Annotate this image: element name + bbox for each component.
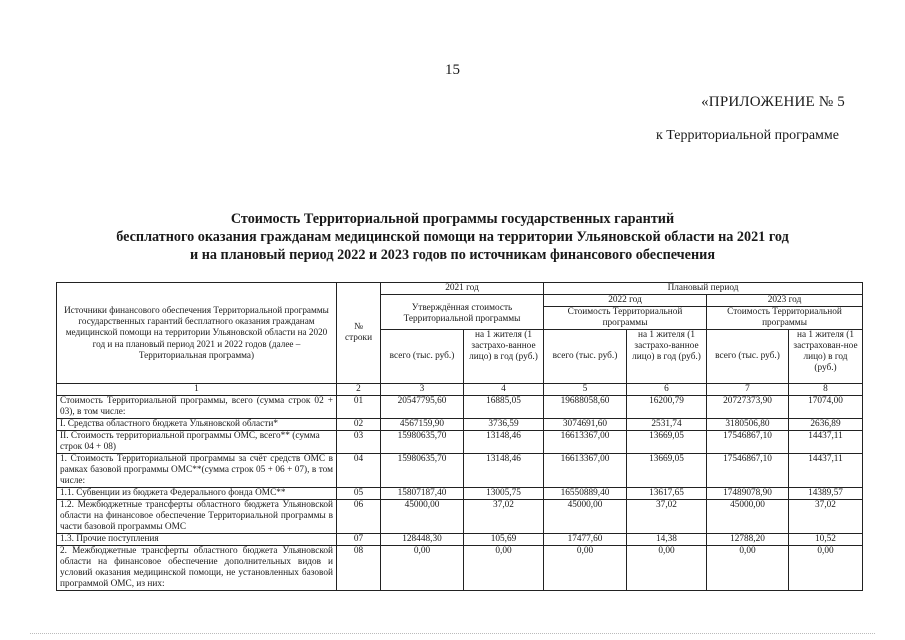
row-per-capita-2021: 13148,46	[464, 454, 544, 488]
header-total-2022: всего (тыс. руб.)	[544, 330, 627, 384]
row-total-2023: 12788,20	[707, 534, 789, 546]
document-title	[40, 210, 865, 264]
row-per-capita-2022: 16200,79	[627, 396, 707, 419]
row-per-capita-2023: 14437,11	[789, 454, 863, 488]
row-total-2023: 0,00	[707, 546, 789, 591]
table-row	[57, 454, 863, 488]
row-per-capita-2022: 13669,05	[627, 431, 707, 454]
row-total-2023: 17489078,90	[707, 488, 789, 500]
row-name: 1.1. Субвенции из бюджета Федерального фонда ОМС**	[57, 488, 337, 500]
row-per-capita-2022: 13669,05	[627, 454, 707, 488]
row-per-capita-2022: 13617,65	[627, 488, 707, 500]
row-per-capita-2023: 10,52	[789, 534, 863, 546]
row-per-capita-2023: 17074,00	[789, 396, 863, 419]
row-per-capita-2023: 14437,11	[789, 431, 863, 454]
row-total-2022: 19688058,60	[544, 396, 627, 419]
row-per-capita-2021: 105,69	[464, 534, 544, 546]
row-total-2021: 45000,00	[381, 500, 464, 534]
row-total-2022: 16613367,00	[544, 431, 627, 454]
row-total-2021: 15807187,40	[381, 488, 464, 500]
row-total-2021: 4567159,90	[381, 419, 464, 431]
column-number: 7	[707, 384, 789, 396]
row-total-2022: 0,00	[544, 546, 627, 591]
header-year-2021: 2021 год	[381, 283, 544, 295]
row-name: Стоимость Территориальной программы, всего (сумма строк 02 + 03), в том числе:	[57, 396, 337, 419]
row-total-2023: 45000,00	[707, 500, 789, 534]
row-name: 1.3. Прочие поступления	[57, 534, 337, 546]
column-number: 8	[789, 384, 863, 396]
row-per-capita-2021: 0,00	[464, 546, 544, 591]
row-number: 03	[337, 431, 381, 454]
row-name: 1. Стоимость Территориальной программы за счёт средств ОМС в рамках базовой программы ОМС**(сумма строк 05 + 06 + 07), в том числе:	[57, 454, 337, 488]
row-name: 1.2. Межбюджетные трансферты областного бюджета Ульяновской области на финансовое обеспечение Территориальной программы в части базовой программы ОМС	[57, 500, 337, 534]
column-number: 6	[627, 384, 707, 396]
header-source-column: Источники финансового обеспечения Территориальной программы государственных гарантий бесплатного оказания гражданам медицинской помощи на территории Ульяновской области на 2020 год и на плановый период 2021 и 2022 годов (далее – Территориальная программа)	[57, 283, 337, 384]
appendix-title: «ПРИЛОЖЕНИЕ № 5	[701, 94, 845, 110]
header-cost-2023: Стоимость Территориальной программы	[707, 307, 863, 330]
header-total-2021: всего (тыс. руб.)	[381, 330, 464, 384]
header-per-capita-2021: на 1 жителя (1 застрахо-ванное лицо) в год (руб.)	[464, 330, 544, 384]
header-year-2022: 2022 год	[544, 295, 707, 307]
row-name: I. Средства областного бюджета Ульяновской области*	[57, 419, 337, 431]
table-row	[57, 396, 863, 419]
row-per-capita-2022: 2531,74	[627, 419, 707, 431]
row-per-capita-2021: 13005,75	[464, 488, 544, 500]
column-number: 5	[544, 384, 627, 396]
row-number: 04	[337, 454, 381, 488]
row-total-2023: 17546867,10	[707, 431, 789, 454]
row-name: 2. Межбюджетные трансферты областного бюджета Ульяновской области на финансовое обеспечение дополнительных видов и условий оказания медицинской помощи, не установленных базовой программой ОМС, из них:	[57, 546, 337, 591]
header-per-capita-2023: на 1 жителя (1 застрахован-ное лицо) в год (руб.)	[789, 330, 863, 384]
row-total-2022: 17477,60	[544, 534, 627, 546]
row-total-2021: 15980635,70	[381, 454, 464, 488]
document-title-line-2: бесплатного оказания гражданам медицинской помощи на территории Ульяновской области на 2021 год	[116, 229, 789, 245]
row-per-capita-2023: 14389,57	[789, 488, 863, 500]
row-total-2021: 128448,30	[381, 534, 464, 546]
row-number: 01	[337, 396, 381, 419]
row-per-capita-2021: 13148,46	[464, 431, 544, 454]
column-number: 2	[337, 384, 381, 396]
cost-table	[56, 282, 863, 591]
row-number: 05	[337, 488, 381, 500]
row-per-capita-2023: 37,02	[789, 500, 863, 534]
row-total-2022: 16613367,00	[544, 454, 627, 488]
row-per-capita-2022: 14,38	[627, 534, 707, 546]
row-per-capita-2022: 37,02	[627, 500, 707, 534]
row-name: II. Стоимость территориальной программы ОМС, всего** (сумма строк 04 + 08)	[57, 431, 337, 454]
row-per-capita-2021: 3736,59	[464, 419, 544, 431]
header-cost-2022: Стоимость Территориальной программы	[544, 307, 707, 330]
row-total-2022: 16550889,40	[544, 488, 627, 500]
row-total-2023: 20727373,90	[707, 396, 789, 419]
row-total-2021: 15980635,70	[381, 431, 464, 454]
row-number: 06	[337, 500, 381, 534]
row-per-capita-2023: 2636,89	[789, 419, 863, 431]
row-total-2022: 45000,00	[544, 500, 627, 534]
header-year-2023: 2023 год	[707, 295, 863, 307]
table-row	[57, 546, 863, 591]
table-row	[57, 534, 863, 546]
header-per-capita-2022: на 1 жителя (1 застрахо-ванное лицо) в год (руб.)	[627, 330, 707, 384]
row-total-2021: 20547795,60	[381, 396, 464, 419]
row-number: 02	[337, 419, 381, 431]
header-approved-cost: Утверждённая стоимость Территориальной программы	[381, 295, 544, 330]
row-total-2023: 3180506,80	[707, 419, 789, 431]
row-total-2023: 17546867,10	[707, 454, 789, 488]
document-title-line-3: и на плановый период 2022 и 2023 годов по источникам финансового обеспечения	[189, 247, 716, 263]
header-row-number-column: № строки	[337, 283, 381, 384]
document-title-line-1: Стоимость Территориальной программы государственных гарантий	[230, 211, 675, 227]
row-per-capita-2022: 0,00	[627, 546, 707, 591]
page-bottom-divider	[30, 633, 875, 634]
column-number: 1	[57, 384, 337, 396]
header-planned-period: Плановый период	[544, 283, 863, 295]
table-row	[57, 488, 863, 500]
row-total-2021: 0,00	[381, 546, 464, 591]
table-row	[57, 431, 863, 454]
row-per-capita-2023: 0,00	[789, 546, 863, 591]
column-number: 3	[381, 384, 464, 396]
row-number: 07	[337, 534, 381, 546]
header-total-2023: всего (тыс. руб.)	[707, 330, 789, 384]
page-number: 15	[445, 62, 460, 78]
appendix-subtitle: к Территориальной программе	[655, 128, 839, 143]
row-per-capita-2021: 16885,05	[464, 396, 544, 419]
table-row	[57, 419, 863, 431]
table-row	[57, 500, 863, 534]
row-total-2022: 3074691,60	[544, 419, 627, 431]
row-number: 08	[337, 546, 381, 591]
column-number: 4	[464, 384, 544, 396]
row-per-capita-2021: 37,02	[464, 500, 544, 534]
